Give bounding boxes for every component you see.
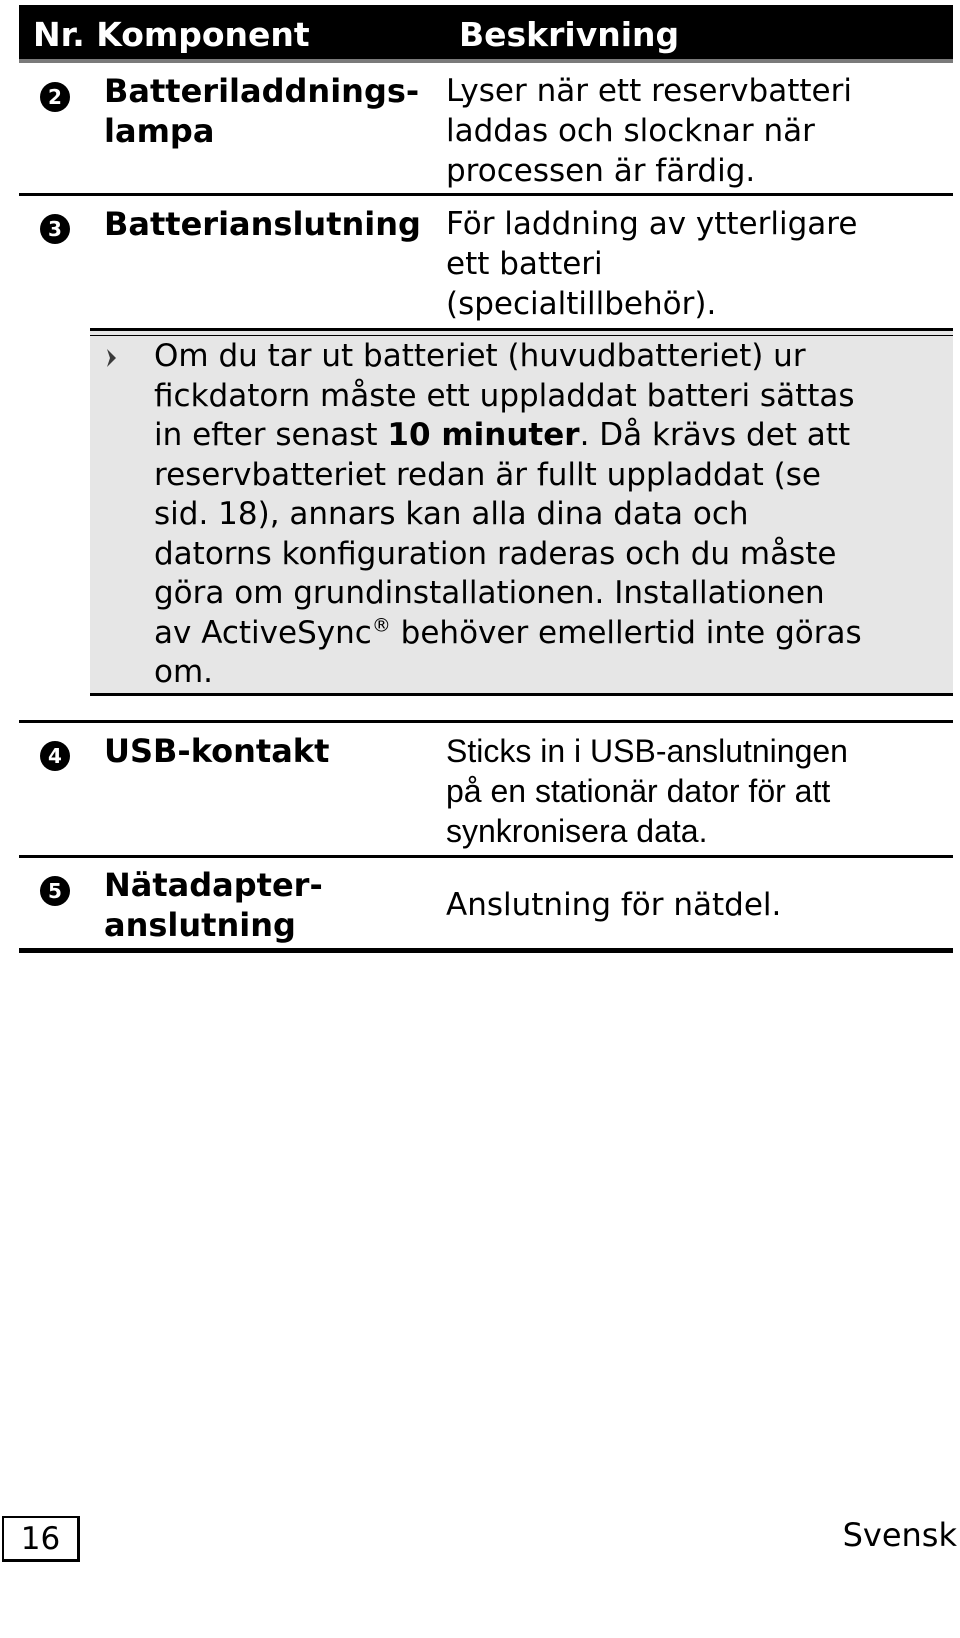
component-line: anslutning bbox=[104, 906, 296, 944]
component-line: lampa bbox=[104, 112, 215, 150]
note-line: reservbatteriet redan är fullt uppladdat (se bbox=[154, 456, 821, 493]
component-description bbox=[446, 731, 848, 851]
component-name bbox=[104, 731, 329, 771]
component-name bbox=[104, 204, 421, 244]
component-description bbox=[446, 885, 781, 925]
table-bottom-rule bbox=[19, 948, 953, 953]
description-line: ett batteri bbox=[446, 246, 603, 282]
component-description bbox=[446, 71, 852, 191]
component-line: USB-kontakt bbox=[104, 732, 330, 770]
footer-language: Svensk bbox=[842, 1516, 957, 1554]
note-text bbox=[154, 337, 944, 693]
note-text-span: in efter senast bbox=[154, 417, 388, 453]
row-number-badge: 3 bbox=[40, 214, 70, 244]
note-line bbox=[154, 614, 944, 654]
description-line: Lyser när ett reservbatteri bbox=[446, 73, 852, 109]
header-nr-component: Nr. Komponent bbox=[33, 15, 310, 54]
description-line: Anslutning för nätdel. bbox=[446, 887, 782, 923]
note-box bbox=[90, 328, 953, 696]
row-number-badge: 5 bbox=[40, 876, 70, 906]
note-text-span: behöver emellertid inte göras bbox=[390, 614, 862, 651]
description-line: (specialtillbehör). bbox=[446, 286, 717, 322]
description-line: För laddning av ytterligare bbox=[446, 206, 858, 242]
note-arrow-icon bbox=[104, 347, 120, 369]
note-text-span: . Då krävs det att bbox=[579, 417, 851, 453]
row-divider bbox=[19, 855, 953, 858]
row-divider bbox=[19, 720, 953, 723]
note-line: sid. 18), annars kan alla dina data och bbox=[154, 496, 749, 532]
component-name bbox=[104, 71, 419, 151]
component-line: Nätadapter- bbox=[104, 866, 323, 904]
header-description: Beskrivning bbox=[459, 15, 680, 54]
note-line bbox=[154, 416, 944, 456]
table-header bbox=[19, 5, 953, 63]
description-line: processen är färdig. bbox=[446, 153, 756, 189]
note-emphasis: 10 minuter bbox=[387, 417, 580, 453]
row-number-badge: 2 bbox=[40, 82, 70, 112]
note-line: Om du tar ut batteriet (huvudbatteriet) ur bbox=[154, 338, 806, 374]
component-description bbox=[446, 204, 857, 324]
page-number: 16 bbox=[2, 1516, 80, 1562]
note-line: om. bbox=[154, 654, 214, 690]
note-line: göra om grundinstallationen. Installationen bbox=[154, 575, 825, 611]
description-line: Sticks in i USB-anslutningen bbox=[446, 733, 848, 769]
description-line: synkronisera data. bbox=[446, 813, 708, 849]
note-line: datorns konfiguration raderas och du måste bbox=[154, 535, 837, 572]
note-line: fickdatorn måste ett uppladdat batteri sättas bbox=[154, 377, 855, 414]
note-text-span: av ActiveSync bbox=[154, 614, 372, 651]
description-line: laddas och slocknar när bbox=[446, 113, 815, 149]
component-line: Batterianslutning bbox=[104, 205, 421, 243]
row-divider bbox=[19, 193, 953, 196]
description-line: på en stationär dator för att bbox=[446, 773, 831, 809]
row-number-badge: 4 bbox=[40, 741, 70, 771]
registered-mark: ® bbox=[371, 614, 391, 637]
component-line: Batteriladdnings- bbox=[104, 72, 420, 110]
component-name bbox=[104, 865, 323, 945]
